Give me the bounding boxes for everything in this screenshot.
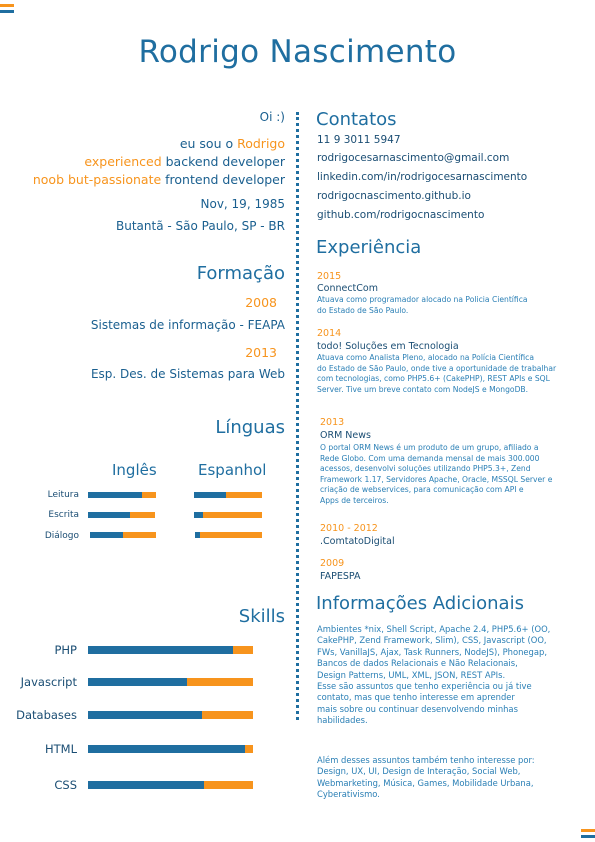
exp-year-2010-2012: 2010 - 2012 — [320, 523, 378, 534]
info-line: Ambientes *nix, Shell Script, Apache 2.4, PHP5.6+ (OO, — [317, 624, 551, 634]
intro-line-2 — [84, 154, 285, 169]
desc-line: acessos, desenvolvi soluções utilizando PHP5.3+, Zend — [320, 464, 531, 473]
desc-line: Atuava como Analista Pleno, alocado na Polícia Científica — [317, 353, 534, 362]
exp-name-comtatodigital: .ComtatoDigital — [320, 536, 395, 547]
column-divider — [296, 112, 299, 720]
info-line: Bancos de dados Relacionais e Não Relacionais, — [317, 658, 518, 669]
skill-bar-php — [88, 646, 253, 654]
language-ingles: Inglês — [112, 461, 157, 479]
desc-line: Atuava como programador alocado na Policia Científica — [317, 295, 528, 304]
contact-website[interactable]: rodrigocnascimento.github.io — [317, 190, 471, 202]
exp-name-todo: todo! Soluções em Tecnologia — [317, 341, 459, 352]
exp-year-2009: 2009 — [320, 558, 345, 569]
lang-skill-dialogo: Diálogo — [44, 531, 79, 541]
desc-line: do Estado de São Paulo, onde tive a oportunidade de trabalhar — [317, 363, 557, 373]
contact-github[interactable]: github.com/rodrigocnascimento — [317, 209, 485, 221]
exp-year-2014: 2014 — [317, 328, 342, 339]
info-line: Além desses assuntos também tenho interesse por: — [317, 755, 535, 765]
skill-fill-html — [88, 745, 245, 753]
espanhol-leitura-fill — [194, 492, 226, 498]
contact-phone: 11 9 3011 5947 — [317, 134, 401, 146]
corner-mark-bottom-orange — [581, 829, 595, 832]
info-line: CakePHP, Zend Framework, Slim), CSS, Javascript (OO, — [317, 635, 547, 646]
formacao-course-2: Esp. Des. de Sistemas para Web — [90, 367, 285, 381]
info-line: FWs, VanillaJS, Ajax, Task Runners, NodeJS), Phonegap, — [317, 646, 547, 657]
skill-bar-databases — [88, 711, 253, 719]
ingles-leitura-fill — [88, 492, 142, 498]
info-paragraph-1 — [317, 624, 579, 727]
info-line: Esse são assuntos que tenho experiência ou já tive — [317, 681, 532, 692]
info-line: Webmarketing, Música, Games, Mobilidade Urbana, — [317, 777, 534, 788]
skill-fill-css — [88, 781, 204, 789]
skill-label-javascript: Javascript — [20, 675, 77, 689]
skill-bar-css — [88, 781, 253, 789]
exp-name-ormnews: ORM News — [320, 430, 371, 441]
exp-desc-todo — [317, 353, 556, 395]
lang-skill-escrita: Escrita — [48, 510, 79, 520]
info-title: Informações Adicionais — [316, 593, 524, 614]
exp-desc-ormnews — [320, 443, 552, 506]
exp-year-2013: 2013 — [320, 417, 345, 428]
skill-bar-html — [88, 745, 253, 753]
skill-fill-php — [88, 646, 233, 654]
info-line: mais sobre ou continuar desenvolvendo minhas — [317, 703, 518, 714]
exp-year-2015: 2015 — [317, 271, 342, 282]
linguas-title: Línguas — [215, 417, 285, 438]
info-line: Design Patterns, UML, XML, JSON, REST APIs. — [317, 669, 506, 680]
skills-title: Skills — [238, 606, 285, 627]
ingles-escrita-bar — [88, 512, 155, 518]
desc-line: criação de webservices, para comunicação com API e — [320, 485, 524, 494]
ingles-dialogo-fill — [90, 532, 123, 538]
contact-email[interactable]: rodrigocesarnascimento@gmail.com — [317, 152, 510, 164]
desc-line: Apps de terceiros. — [320, 495, 389, 505]
info-line: Design, UX, UI, Design de Interação, Social Web, — [317, 766, 521, 777]
intro-line-3-highlight: noob but-passionate — [32, 172, 162, 187]
greeting: Oi :) — [259, 110, 285, 124]
desc-line: do Estado de São Paulo. — [317, 305, 409, 315]
desc-line: Rede Globo. Com uma demanda mensal de mais 300.000 — [320, 453, 540, 463]
skill-label-html: HTML — [44, 742, 77, 756]
skill-label-php: PHP — [54, 643, 77, 657]
intro-line-2-text: backend developer — [161, 154, 285, 169]
ingles-leitura-bar — [88, 492, 156, 498]
ingles-dialogo-bar — [90, 532, 156, 538]
espanhol-escrita-bar — [194, 512, 262, 518]
info-line: contato, mas que tenho interesse em aprender — [317, 692, 515, 703]
intro-line-1 — [180, 136, 285, 151]
intro-line-2-highlight: experienced — [84, 154, 162, 169]
espanhol-dialogo-fill — [195, 532, 200, 538]
location: Butantã - São Paulo, SP - BR — [116, 219, 285, 233]
info-line: habilidades. — [317, 715, 368, 726]
skill-fill-databases — [88, 711, 202, 719]
lang-skill-leitura: Leitura — [47, 490, 79, 500]
espanhol-dialogo-bar — [195, 532, 262, 538]
desc-line: Server. Tive um breve contato com NodeJS e MongoDB. — [317, 384, 529, 394]
language-espanhol: Espanhol — [198, 461, 267, 479]
corner-mark-top-blue — [0, 10, 14, 13]
formacao-year-2: 2013 — [245, 345, 277, 360]
ingles-escrita-fill — [88, 512, 130, 518]
page-title: Rodrigo Nascimento — [138, 34, 457, 70]
espanhol-escrita-fill — [194, 512, 203, 518]
intro-line-1-pre: eu sou o — [179, 136, 238, 151]
desc-line: Framework 1.17, Servidores Apache, Oracle, MSSQL Server e — [320, 474, 553, 484]
skill-label-css: CSS — [54, 778, 77, 792]
info-line: Cyberativismo. — [317, 789, 380, 800]
intro-line-3 — [33, 172, 285, 187]
espanhol-leitura-bar — [194, 492, 262, 498]
exp-name-connectcom: ConnectCom — [317, 283, 378, 294]
contact-linkedin[interactable]: linkedin.com/in/rodrigocesarnascimento — [317, 171, 528, 183]
birth-date: Nov, 19, 1985 — [200, 197, 285, 211]
intro-name-highlight: Rodrigo — [237, 136, 285, 151]
contatos-title: Contatos — [316, 109, 397, 130]
skill-label-databases: Databases — [16, 708, 77, 722]
corner-mark-bottom-blue — [581, 835, 595, 838]
formacao-title: Formação — [196, 263, 285, 284]
info-paragraph-2 — [317, 755, 579, 801]
exp-desc-connectcom — [317, 295, 528, 316]
intro-line-3-text: frontend developer — [161, 172, 285, 187]
skill-fill-javascript — [88, 678, 187, 686]
desc-line: com tecnologias, como PHP5.6+ (CakePHP), REST APIs e SQL — [317, 374, 550, 383]
formacao-year-1: 2008 — [245, 295, 277, 310]
exp-name-fapespa: FAPESPA — [320, 571, 361, 582]
desc-line: O portal ORM News é um produto de um grupo, afiliado a — [320, 443, 539, 452]
corner-mark-top-orange — [0, 4, 14, 7]
experiencia-title: Experiência — [316, 237, 422, 258]
skill-bar-javascript — [88, 678, 253, 686]
formacao-course-1: Sistemas de informação - FEAPA — [90, 318, 285, 332]
